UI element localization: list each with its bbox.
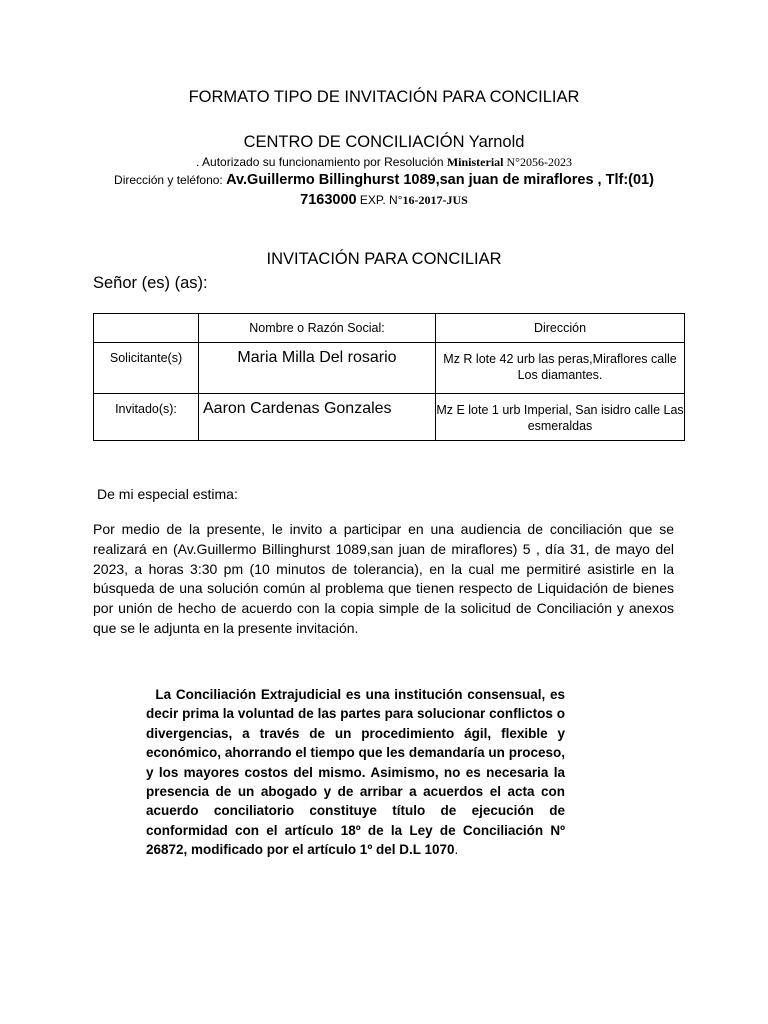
name-cell [199,343,436,394]
party-name: Maria Milla Del rosario [237,349,397,366]
role-label: Invitado(s): [115,402,177,416]
address-cell [436,343,685,394]
header-cell-name: Nombre o Razón Social: [199,314,436,343]
authorization-line [0,155,768,170]
note-period: . [454,842,459,858]
address-label: Dirección y teléfono: [114,173,227,187]
authorization-ministerial: Ministerial [446,155,504,169]
authorization-number: N°2056-2023 [503,155,572,169]
header-cell-address: Dirección [436,314,685,343]
header-cell-empty [94,314,199,343]
conciliation-note-paragraph [146,685,565,860]
parties-table [93,313,685,441]
party-address: Mz R lote 42 urb las peras,Miraflores calle Los diamantes. [443,352,677,382]
conciliation-center-name: CENTRO DE CONCILIACIÓN Yarnold [243,133,525,151]
table-row [94,343,685,394]
address-line [0,172,768,188]
exp-number: 16-2017-JUS [402,193,468,207]
role-label: Solicitante(s) [109,351,183,365]
phone-continuation: 7163000 [300,192,357,208]
note-text: La Conciliación Extrajudicial es una institución consensual, es decir prima la voluntad de las partes para solucionar conflictos o divergencias, a través de un procedimiento ágil, flexible y económico, ahorrando el tiempo que les demandaría un proceso, y los mayores costos del mismo. Asimismo, no es necesaria la presencia de un abogado y de arribar a acuerdos el acta con acuerdo conciliatorio constituye título de ejecución de conformidad con el artículo 18º de la Ley de Conciliación Nº 26872, modificado por el artículo 1º del D.L 1070 [146,687,565,858]
greeting: Señor (es) (as): [93,274,208,292]
name-cell [199,394,436,441]
role-cell [94,343,199,394]
address-value: Av.Guillermo Billinghurst 1089,san juan de miraflores , Tlf:(01) [226,172,654,188]
invitation-heading: INVITACIÓN PARA CONCILIAR [266,250,502,268]
authorization-prefix: . Autorizado su funcionamiento por Resolución [196,155,447,169]
party-address: Mz E lote 1 urb Imperial, San isidro calle Las esmeraldas [436,403,684,433]
address-cell [436,394,685,441]
phone-exp-line [0,192,768,208]
role-cell [94,394,199,441]
table-header-row [94,314,685,343]
exp-label: EXP. N° [356,193,403,207]
table-row [94,394,685,441]
salutation: De mi especial estima: [97,486,238,502]
party-name: Aaron Cardenas Gonzales [203,400,392,417]
document-title: FORMATO TIPO DE INVITACIÓN PARA CONCILIAR [188,88,580,106]
invitation-body-paragraph: Por medio de la presente, le invito a participar en una audiencia de conciliación que se realizará en (Av.Guillermo Billinghurst 1089,san juan de miraflores) 5 , día 31, de mayo del 2023, a horas 3:30 pm (10 minutos de tolerancia), en la cual me permitiré asistirle en la búsqueda de una solución común al problema que tienen respecto de Liquidación de bienes por unión de hecho de acuerdo con la copia simple de la solicitud de Conciliación y anexos que se le adjunta en la presente invitación. [93,521,674,636]
